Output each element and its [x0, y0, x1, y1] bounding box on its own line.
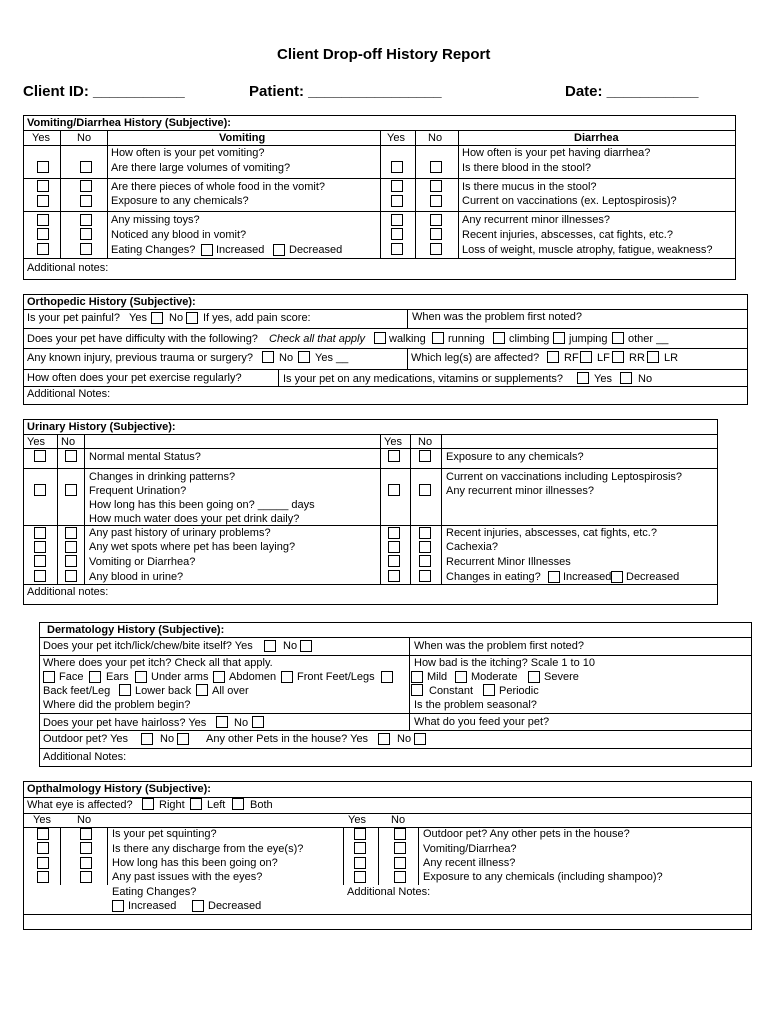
itch-no-checkbox[interactable]	[300, 640, 312, 652]
lr-checkbox[interactable]	[647, 351, 659, 363]
page-title: Client Drop-off History Report	[277, 46, 491, 63]
hairloss-no-checkbox[interactable]	[252, 716, 264, 728]
painful-yes-checkbox[interactable]	[151, 312, 163, 324]
vd-yes-checkbox[interactable]	[391, 195, 403, 207]
vd-no-checkbox[interactable]	[80, 228, 92, 240]
vd-question: Current on vaccinations (ex. Leptospirosis)?	[462, 195, 677, 207]
urinary-no-header-2: No	[418, 436, 433, 448]
vd-question: Recent injuries, abscesses, cat fights, etc.?	[462, 229, 673, 241]
urinary-yes-checkbox[interactable]	[388, 555, 400, 567]
other-pets-question: Any other Pets in the house? Yes	[206, 733, 369, 745]
urinary-question: Any blood in urine?	[89, 571, 184, 583]
climbing-label: climbing	[509, 333, 550, 345]
urinary-yes-checkbox[interactable]	[34, 484, 46, 496]
outdoor-no-checkbox[interactable]	[177, 733, 189, 745]
urinary-decreased-label: Decreased	[626, 571, 680, 583]
vd-question: Any missing toys?	[111, 214, 200, 226]
opth-yes-header-2: Yes	[348, 814, 366, 826]
derm-first-noted: When was the problem first noted?	[414, 640, 584, 652]
jumping-label: jumping	[569, 333, 608, 345]
opth-decreased-checkbox[interactable]	[192, 900, 204, 912]
vd-no-checkbox[interactable]	[430, 161, 442, 173]
vd-question: Any recurrent minor illnesses?	[462, 214, 610, 226]
opth-yes-checkbox[interactable]	[354, 842, 366, 854]
vd-no-header: No	[77, 132, 92, 144]
opth-no-checkbox[interactable]	[80, 842, 92, 854]
date-field[interactable]: Date: ___________	[565, 83, 699, 100]
itch-yes-checkbox[interactable]	[264, 640, 276, 652]
opth-no-checkbox[interactable]	[80, 828, 92, 840]
rf-label: RF	[564, 352, 579, 364]
client-id-field[interactable]: Client ID: ___________	[23, 83, 185, 100]
other-checkbox[interactable]	[612, 332, 624, 344]
hairloss-no-label: No	[234, 717, 249, 729]
vd-question: Noticed any blood in vomit?	[111, 229, 247, 241]
moderate-label: Moderate	[471, 671, 518, 683]
opth-yes-checkbox[interactable]	[354, 857, 366, 869]
where-itch-question: Where does your pet itch? Check all that apply.	[43, 657, 273, 669]
vd-yes-header-2: Yes	[387, 132, 405, 144]
opth-question: Eating Changes?	[112, 886, 197, 898]
urinary-question: How much water does your pet drink daily?	[89, 513, 300, 525]
vd-no-checkbox[interactable]	[430, 214, 442, 226]
opth-yes-checkbox[interactable]	[37, 857, 49, 869]
decreased-label: Decreased	[289, 244, 343, 256]
increased-label: Increased	[216, 244, 265, 256]
right-eye-label: Right	[159, 799, 185, 811]
meds-yes-label: Yes	[594, 373, 612, 385]
opth-question: How long has this been going on?	[112, 857, 278, 869]
urinary-yes-checkbox[interactable]	[388, 450, 400, 462]
moderate-checkbox[interactable]	[455, 671, 467, 683]
running-checkbox[interactable]	[432, 332, 444, 344]
vd-section-title: Vomiting/Diarrhea History (Subjective):	[27, 117, 231, 129]
vd-question: Exposure to any chemicals?	[111, 195, 249, 207]
legs-question: Which leg(s) are affected?	[411, 352, 540, 364]
opth-section-title: Opthalmology History (Subjective):	[27, 783, 211, 795]
walking-label: walking	[389, 333, 426, 345]
outdoor-no-label: No	[160, 733, 175, 745]
opth-question: Is there any discharge from the eye(s)?	[112, 843, 304, 855]
all-over-label: All over	[212, 685, 249, 697]
painful-question: Is your pet painful?	[27, 312, 120, 324]
under-arms-label: Under arms	[151, 671, 209, 683]
outdoor-yes-checkbox[interactable]	[141, 733, 153, 745]
urinary-increased-label: Increased	[563, 571, 612, 583]
vd-question: Is there blood in the stool?	[462, 162, 592, 174]
other-pets-no-checkbox[interactable]	[414, 733, 426, 745]
urinary-question: Exposure to any chemicals?	[446, 451, 584, 463]
increased-checkbox[interactable]	[201, 244, 213, 256]
injury-no-checkbox[interactable]	[262, 351, 274, 363]
opth-question: Any recent illness?	[423, 857, 516, 869]
ears-checkbox[interactable]	[89, 671, 101, 683]
vd-question: How often is your pet vomiting?	[111, 147, 265, 159]
derm-additional-notes[interactable]: Additional Notes:	[43, 751, 127, 763]
vd-no-checkbox[interactable]	[80, 161, 92, 173]
opth-yes-checkbox[interactable]	[37, 871, 49, 883]
left-eye-checkbox[interactable]	[190, 798, 202, 810]
jumping-checkbox[interactable]	[553, 332, 565, 344]
urinary-question: Any past history of urinary problems?	[89, 527, 271, 539]
periodic-label: Periodic	[499, 685, 539, 697]
climbing-checkbox[interactable]	[493, 332, 505, 344]
check-all-note: Check all that apply	[269, 333, 365, 345]
vd-no-checkbox[interactable]	[430, 228, 442, 240]
painful-no-label: No	[169, 312, 184, 324]
vd-no-checkbox[interactable]	[430, 243, 442, 255]
pain-score-label: If yes, add pain score:	[203, 312, 311, 324]
opth-question: Outdoor pet? Any other pets in the house?	[423, 828, 630, 840]
painful-no-checkbox[interactable]	[186, 312, 198, 324]
face-label: Face	[59, 671, 84, 683]
urinary-yes-checkbox[interactable]	[388, 527, 400, 539]
urinary-no-checkbox[interactable]	[419, 570, 431, 582]
injury-yes-label: Yes __	[315, 352, 349, 364]
seasonal-question: Is the problem seasonal?	[414, 699, 537, 711]
rf-checkbox[interactable]	[547, 351, 559, 363]
rr-checkbox[interactable]	[612, 351, 624, 363]
patient-field[interactable]: Patient: ________________	[249, 83, 442, 100]
urinary-no-checkbox[interactable]	[419, 541, 431, 553]
walking-checkbox[interactable]	[374, 332, 386, 344]
urinary-additional-notes[interactable]: Additional notes:	[27, 586, 109, 598]
opth-question: Exposure to any chemicals (including shampoo)?	[423, 871, 663, 883]
vd-question: Are there large volumes of vomiting?	[111, 162, 291, 174]
opth-yes-checkbox[interactable]	[354, 828, 366, 840]
lf-label: LF	[597, 352, 610, 364]
urinary-question: Normal mental Status?	[89, 451, 201, 463]
rr-label: RR	[629, 352, 645, 364]
urinary-no-checkbox[interactable]	[65, 484, 77, 496]
other-label: other __	[628, 333, 669, 345]
other-pets-yes-checkbox[interactable]	[378, 733, 390, 745]
ears-label: Ears	[106, 671, 129, 683]
abdomen-label: Abdomen	[229, 671, 277, 683]
injury-yes-checkbox[interactable]	[298, 351, 310, 363]
urinary-yes-checkbox[interactable]	[388, 484, 400, 496]
opth-no-checkbox[interactable]	[394, 828, 406, 840]
vd-yes-checkbox[interactable]	[391, 243, 403, 255]
painful-yes-label: Yes	[129, 312, 147, 324]
exercise-question: How often does your pet exercise regularly?	[27, 372, 242, 384]
urinary-decreased-checkbox[interactable]	[611, 571, 623, 583]
opth-no-checkbox[interactable]	[394, 871, 406, 883]
vd-yes-checkbox[interactable]	[37, 161, 49, 173]
urinary-yes-checkbox[interactable]	[34, 527, 46, 539]
urinary-yes-checkbox[interactable]	[388, 570, 400, 582]
periodic-checkbox[interactable]	[483, 684, 495, 696]
opth-question: Is your pet squinting?	[112, 828, 217, 840]
vd-no-checkbox[interactable]	[430, 195, 442, 207]
meds-no-checkbox[interactable]	[620, 372, 632, 384]
constant-label: Constant	[429, 685, 474, 697]
opth-increased-label: Increased	[128, 900, 177, 912]
vd-yes-checkbox[interactable]	[391, 214, 403, 226]
vd-yes-checkbox[interactable]	[37, 228, 49, 240]
vd-yes-checkbox[interactable]	[391, 161, 403, 173]
opth-yes-header: Yes	[33, 814, 51, 826]
urinary-question: Frequent Urination?	[89, 485, 187, 497]
under-arms-checkbox[interactable]	[135, 671, 147, 683]
vd-additional-notes[interactable]: Additional notes:	[27, 262, 109, 274]
vd-yes-checkbox[interactable]	[391, 228, 403, 240]
urinary-section-title: Urinary History (Subjective):	[27, 421, 176, 433]
decreased-checkbox[interactable]	[273, 244, 285, 256]
vd-no-checkbox[interactable]	[80, 180, 92, 192]
opth-decreased-label: Decreased	[208, 900, 262, 912]
opth-no-checkbox[interactable]	[394, 842, 406, 854]
vd-no-header-2: No	[428, 132, 443, 144]
urinary-question: How long has this been going on? _____ days	[89, 499, 315, 511]
urinary-no-header: No	[61, 436, 76, 448]
urinary-question: Recent injuries, abscesses, cat fights, etc.?	[446, 527, 657, 539]
first-noted-question: When was the problem first noted?	[412, 311, 582, 323]
urinary-increased-checkbox[interactable]	[548, 571, 560, 583]
ortho-section-title: Orthopedic History (Subjective):	[27, 296, 196, 308]
itch-question: Does your pet itch/lick/chew/bite itself? Yes	[43, 640, 253, 652]
vd-question: How often is your pet having diarrhea?	[462, 147, 651, 159]
meds-yes-checkbox[interactable]	[577, 372, 589, 384]
right-eye-checkbox[interactable]	[142, 798, 154, 810]
vd-question: Loss of weight, muscle atrophy, fatigue, weakness?	[462, 244, 713, 256]
diarrhea-header: Diarrhea	[574, 132, 619, 144]
both-eyes-checkbox[interactable]	[232, 798, 244, 810]
urinary-no-checkbox[interactable]	[65, 450, 77, 462]
opth-question: Any past issues with the eyes?	[112, 871, 263, 883]
lr-label: LR	[664, 352, 679, 364]
urinary-question: Changes in eating?	[446, 571, 541, 583]
opth-increased-checkbox[interactable]	[112, 900, 124, 912]
urinary-no-checkbox[interactable]	[65, 527, 77, 539]
meds-no-label: No	[638, 373, 653, 385]
vd-yes-checkbox[interactable]	[391, 180, 403, 192]
urinary-yes-checkbox[interactable]	[34, 570, 46, 582]
urinary-question: Recurrent Minor Illnesses	[446, 556, 571, 568]
opth-no-header-2: No	[391, 814, 406, 826]
front-feet-extra-checkbox[interactable]	[381, 671, 393, 683]
opth-yes-checkbox[interactable]	[37, 842, 49, 854]
mild-label: Mild	[427, 671, 448, 683]
how-bad-question: How bad is the itching? Scale 1 to 10	[414, 657, 596, 669]
vd-yes-header: Yes	[32, 132, 50, 144]
vomiting-header: Vomiting	[219, 132, 266, 144]
which-eye-question: What eye is affected?	[27, 799, 133, 811]
vd-no-checkbox[interactable]	[80, 243, 92, 255]
feed-question: What do you feed your pet?	[414, 716, 550, 728]
itch-no-label: No	[283, 640, 298, 652]
vd-yes-checkbox[interactable]	[37, 195, 49, 207]
lower-back-label: Lower back	[135, 685, 192, 697]
meds-question: Is your pet on any medications, vitamins or supplements?	[283, 373, 564, 385]
constant-checkbox[interactable]	[411, 684, 423, 696]
urinary-question: Vomiting or Diarrhea?	[89, 556, 196, 568]
urinary-no-checkbox[interactable]	[419, 555, 431, 567]
other-pets-no-label: No	[397, 733, 412, 745]
urinary-no-checkbox[interactable]	[419, 484, 431, 496]
outdoor-question: Outdoor pet? Yes	[43, 733, 129, 745]
urinary-no-checkbox[interactable]	[65, 541, 77, 553]
abdomen-checkbox[interactable]	[213, 671, 225, 683]
ortho-additional-notes[interactable]: Additional Notes:	[27, 388, 111, 400]
difficulty-question: Does your pet have difficulty with the following?	[27, 333, 258, 345]
front-feet-checkbox[interactable]	[281, 671, 293, 683]
vd-yes-checkbox[interactable]	[37, 243, 49, 255]
hairloss-yes-checkbox[interactable]	[216, 716, 228, 728]
opth-question: Vomiting/Diarrhea?	[423, 843, 517, 855]
vd-no-checkbox[interactable]	[80, 214, 92, 226]
left-eye-label: Left	[207, 799, 226, 811]
urinary-question: Any wet spots where pet has been laying?	[89, 541, 296, 553]
derm-section-title: Dermatology History (Subjective):	[47, 624, 225, 636]
vd-no-checkbox[interactable]	[430, 180, 442, 192]
urinary-question: Any recurrent minor illnesses?	[446, 485, 594, 497]
both-eyes-label: Both	[250, 799, 273, 811]
vd-yes-checkbox[interactable]	[37, 214, 49, 226]
vd-yes-checkbox[interactable]	[37, 180, 49, 192]
where-begin-question: Where did the problem begin?	[43, 699, 191, 711]
urinary-yes-checkbox[interactable]	[34, 450, 46, 462]
vd-question: Are there pieces of whole food in the vomit?	[111, 181, 326, 193]
hairloss-question: Does your pet have hairloss? Yes	[43, 717, 207, 729]
vd-question: Eating Changes?	[111, 244, 196, 256]
urinary-yes-checkbox[interactable]	[34, 541, 46, 553]
opth-no-checkbox[interactable]	[394, 857, 406, 869]
urinary-yes-header-2: Yes	[384, 436, 402, 448]
urinary-no-checkbox[interactable]	[65, 555, 77, 567]
urinary-question: Cachexia?	[446, 541, 498, 553]
opth-no-checkbox[interactable]	[80, 857, 92, 869]
front-feet-label: Front Feet/Legs	[297, 671, 375, 683]
running-label: running	[448, 333, 485, 345]
urinary-question: Changes in drinking patterns?	[89, 471, 236, 483]
vd-no-checkbox[interactable]	[80, 195, 92, 207]
urinary-no-checkbox[interactable]	[419, 527, 431, 539]
back-feet-label: Back feet/Leg	[43, 685, 111, 697]
vd-question: Is there mucus in the stool?	[462, 181, 597, 193]
urinary-no-checkbox[interactable]	[65, 570, 77, 582]
severe-checkbox[interactable]	[528, 671, 540, 683]
lf-checkbox[interactable]	[580, 351, 592, 363]
opth-no-header: No	[77, 814, 92, 826]
urinary-yes-checkbox[interactable]	[34, 555, 46, 567]
opth-additional-notes[interactable]: Additional Notes:	[347, 886, 431, 898]
opth-no-checkbox[interactable]	[80, 871, 92, 883]
urinary-no-checkbox[interactable]	[419, 450, 431, 462]
lower-back-checkbox[interactable]	[196, 684, 208, 696]
mild-checkbox[interactable]	[411, 671, 423, 683]
injury-question: Any known injury, previous trauma or surgery?	[27, 352, 254, 364]
urinary-yes-checkbox[interactable]	[388, 541, 400, 553]
urinary-question: Current on vaccinations including Leptospirosis?	[446, 471, 683, 483]
urinary-yes-header: Yes	[27, 436, 45, 448]
opth-yes-checkbox[interactable]	[37, 828, 49, 840]
back-feet-checkbox[interactable]	[119, 684, 131, 696]
opth-yes-checkbox[interactable]	[354, 871, 366, 883]
face-checkbox[interactable]	[43, 671, 55, 683]
severe-label: Severe	[544, 671, 579, 683]
injury-no-label: No	[279, 352, 294, 364]
orthopedic-section	[23, 294, 748, 405]
